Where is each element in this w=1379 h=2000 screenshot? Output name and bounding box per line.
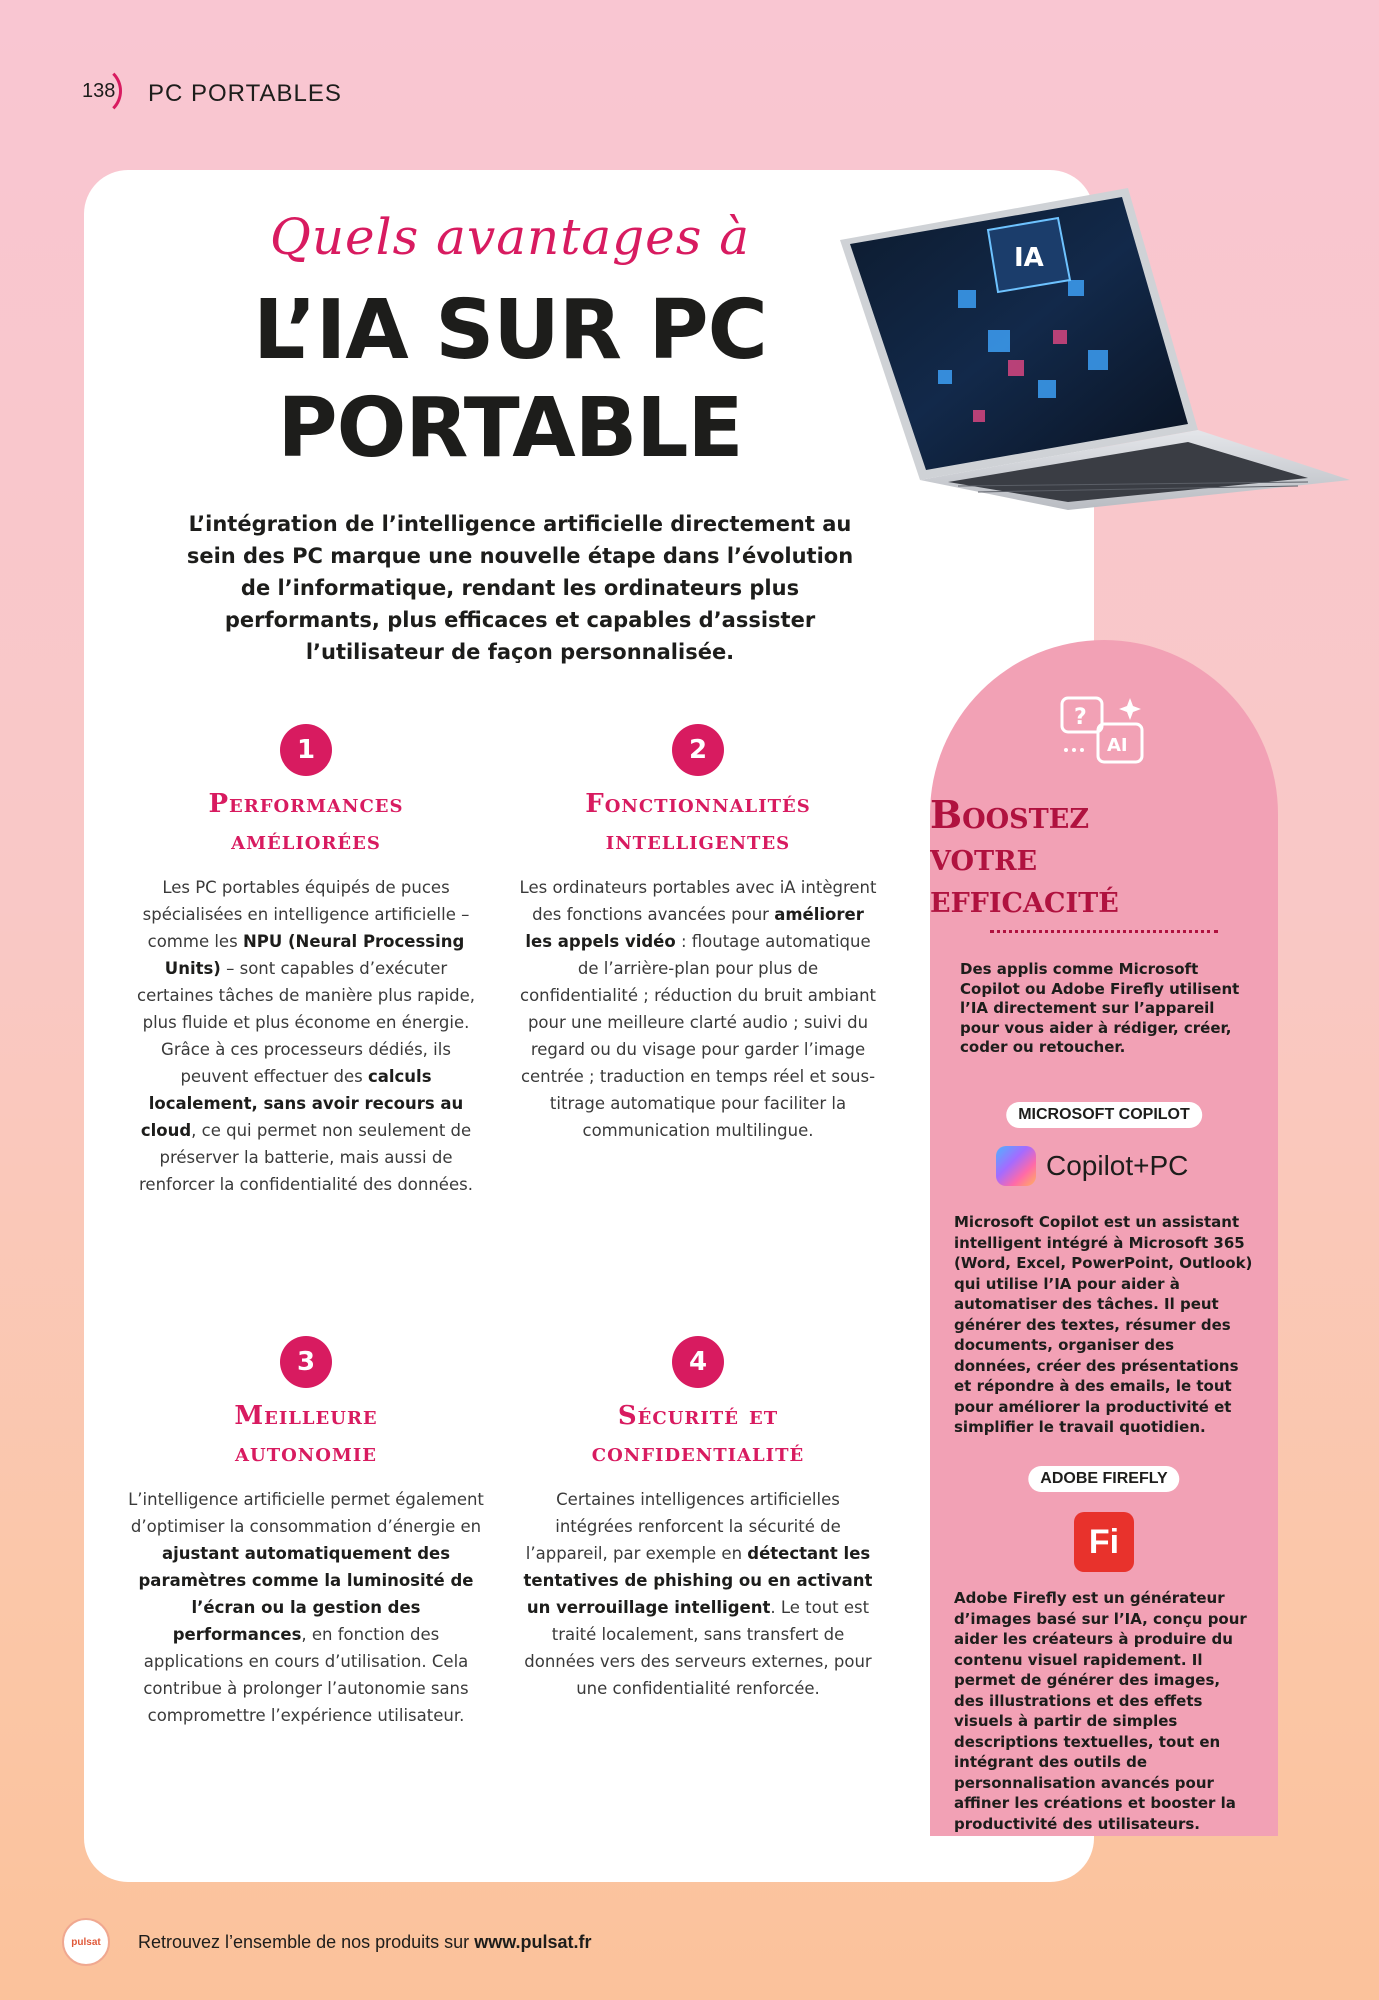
footer-label: Retrouvez l’ensemble de nos produits sur xyxy=(138,1931,475,1952)
feature-number-badge: 2 xyxy=(672,724,724,776)
feature-title xyxy=(518,786,878,860)
feature-title-line2: intelligentes xyxy=(605,826,791,856)
feature-fonctionnalites xyxy=(518,724,878,1144)
feature-title-line1: Performances xyxy=(208,789,404,819)
feature-number-badge: 1 xyxy=(280,724,332,776)
side-title-line2: votre xyxy=(930,834,1038,879)
feature-performances xyxy=(126,724,486,1198)
side-title-line1: Boostez xyxy=(930,792,1090,837)
copilot-description: Microsoft Copilot est un assistant intelligent intégré à Microsoft 365 (Word, Excel, PowerPoint, Outlook) qui utilise l’IA pour aider à automatiser des tâches. Il peut générer des textes, résumer des documents, organiser des données, créer des présentations et répondre à des emails, le tout pour améliorer la productivité et simplifier le travail quotidien. xyxy=(954,1213,1253,1436)
feature-text: , ce qui permet non seulement de préserver la batterie, mais aussi de renforcer la confidentialité des données. xyxy=(139,1121,473,1194)
footer-website-link[interactable]: www.pulsat.fr xyxy=(474,1931,592,1952)
main-title-line1: L’IA SUR PC xyxy=(253,283,767,378)
feature-text: , en fonction des applications en cours d’utilisation. Cela contribue à prolonger l’autonomie sans compromettre l’expérience utilisateur. xyxy=(143,1625,469,1725)
feature-text: Les PC portables équipés de puces spécialisées en intelligence artificielle – comme les xyxy=(142,878,470,951)
feature-autonomie xyxy=(126,1336,486,1729)
feature-text: L’intelligence artificielle permet également d’optimiser la consommation d’énergie en xyxy=(128,1490,484,1536)
feature-title-line2: autonomie xyxy=(235,1438,377,1468)
feature-number-badge: 4 xyxy=(672,1336,724,1388)
feature-text: Les ordinateurs portables avec iA intègrent des fonctions avancées pour xyxy=(519,878,877,924)
feature-title xyxy=(126,1398,486,1472)
feature-highlight: calculs localement, sans avoir recours au cloud xyxy=(140,1067,464,1140)
ai-chat-icon xyxy=(1054,690,1154,780)
feature-title xyxy=(126,786,486,860)
feature-body xyxy=(518,1486,878,1702)
feature-title xyxy=(518,1398,878,1472)
side-description: Des applis comme Microsoft Copilot ou Adobe Firefly utilisent l’IA directement sur l’appareil pour vous aider à rédiger, créer, coder ou retoucher. xyxy=(960,960,1240,1056)
page-header xyxy=(70,74,342,114)
feature-body xyxy=(518,874,878,1144)
feature-title-line1: Sécurité et xyxy=(617,1401,779,1431)
main-title xyxy=(210,282,810,478)
feature-body xyxy=(126,1486,486,1729)
title-script: Quels avantages à xyxy=(269,208,751,266)
feature-text: : floutage automatique de l’arrière-plan pour plus de confidentialité ; réduction du bruit ambiant pour une meilleure clarté audio ; suivi du regard ou du visage pour garder l’image centrée ; traduction en temps réel et sous-titrage automatique pour faciliter la communication multilingue. xyxy=(520,932,876,1140)
svg-text:?: ? xyxy=(1074,705,1087,730)
feature-securite xyxy=(518,1336,878,1702)
firefly-icon: Fi xyxy=(1074,1512,1134,1572)
ai-icon-label: AI xyxy=(1107,735,1128,756)
intro-paragraph: L’intégration de l’intelligence artificielle directement au sein des PC marque une nouvelle étape dans l’évolution de l’informatique, rendant les ordinateurs plus performants, plus efficaces et capables d’assister l’utilisateur de façon personnalisée. xyxy=(186,512,854,664)
section-title: PC PORTABLES xyxy=(148,80,342,107)
feature-highlight: ajustant automatiquement des paramètres comme la luminosité de l’écran ou la gestion des performances xyxy=(138,1544,474,1644)
feature-number-badge: 3 xyxy=(280,1336,332,1388)
feature-text: Certaines intelligences artificielles intégrées renforcent la sécurité de l’appareil, par exemple en xyxy=(525,1490,841,1563)
feature-text: . Le tout est traité localement, sans transfert de données vers des serveurs externes, pour une confidentialité renforcée. xyxy=(524,1598,872,1698)
main-title-line2: PORTABLE xyxy=(277,381,743,476)
firefly-description: Adobe Firefly est un générateur d’images basé sur l’IA, conçu pour aider les créateurs à produire du contenu visuel rapidement. Il permet de générer des images, des illustrations et des effets visuels à partir de simples descriptions textuelles, tout en intégrant des outils de personnalisation avancés pour affiner les créations et booster la productivité des utilisateurs. xyxy=(954,1589,1247,1833)
side-title xyxy=(930,794,1278,920)
copilot-icon xyxy=(996,1146,1036,1186)
laptop-screen-label: IA xyxy=(1014,243,1044,273)
copilot-logo-text: Copilot+PC xyxy=(1046,1150,1189,1181)
feature-title-line2: confidentialité xyxy=(591,1438,805,1468)
feature-title-line1: Meilleure xyxy=(234,1401,378,1431)
feature-highlight: NPU (Neural Processing Units) xyxy=(164,932,465,978)
footer-text xyxy=(138,1932,592,1953)
firefly-pill: ADOBE FIREFLY xyxy=(1028,1466,1179,1492)
feature-highlight: améliorer les appels vidéo xyxy=(525,905,864,951)
dotted-divider xyxy=(990,930,1218,933)
feature-title-line1: Fonctionnalités xyxy=(585,789,811,819)
side-panel xyxy=(930,640,1278,1836)
footer xyxy=(62,1918,592,1966)
feature-title-line2: améliorées xyxy=(231,826,381,856)
feature-body xyxy=(126,874,486,1198)
feature-text: – sont capables d’exécuter certaines tâches de manière plus rapide, plus fluide et plus économe en énergie. Grâce à ces processeurs dédiés, ils peuvent effectuer des xyxy=(137,959,475,1086)
copilot-pill: MICROSOFT COPILOT xyxy=(1006,1102,1202,1128)
page-number: 138 xyxy=(70,65,122,117)
feature-highlight: détectant les tentatives de phishing ou en activant un verrouillage intelligent xyxy=(523,1544,873,1617)
pulsat-logo: pulsat xyxy=(62,1918,110,1966)
side-title-line3: efficacité xyxy=(930,876,1119,921)
laptop-illustration xyxy=(838,180,1358,510)
copilot-logo xyxy=(996,1146,1188,1186)
